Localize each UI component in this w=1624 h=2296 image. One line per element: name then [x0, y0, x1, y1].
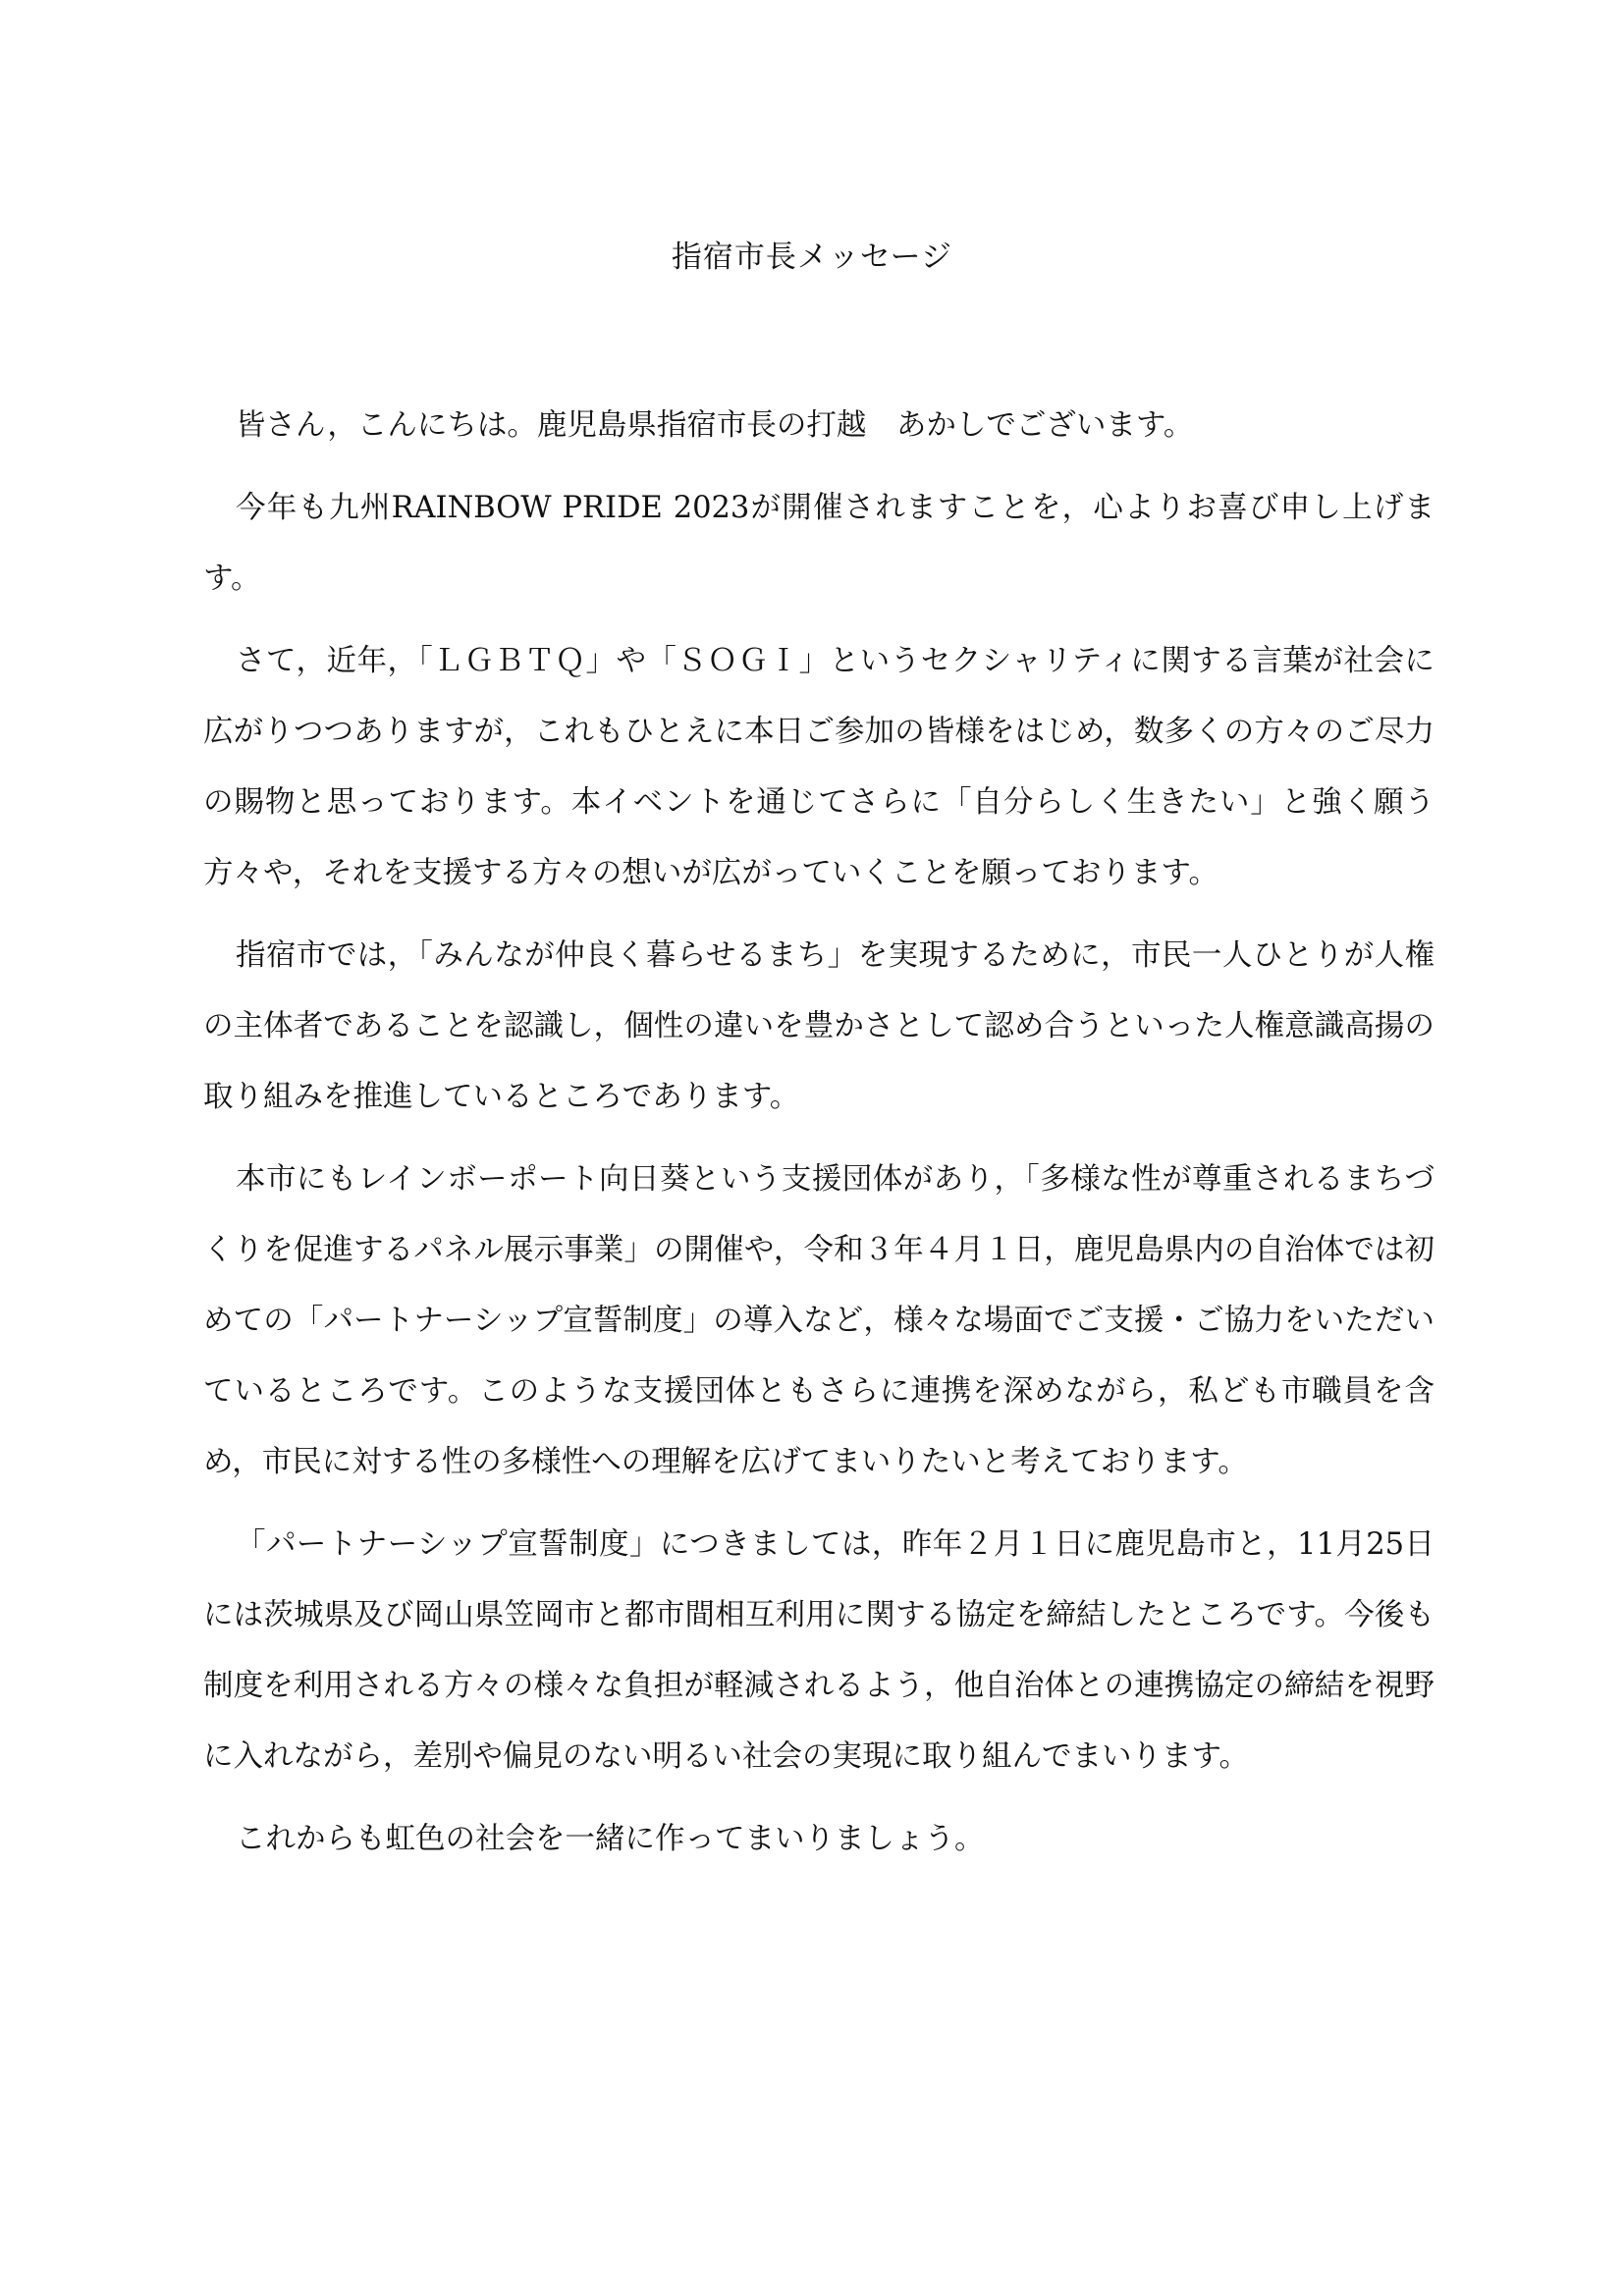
paragraph-greeting: 皆さん，こんにちは。鹿児島県指宿市長の打越 あかしでございます。	[236, 408, 1194, 443]
paragraph-support-group: 本市にもレインボーポート向日葵という支援団体があり，「多様な性が尊重されるまちづくりを促進するパネル展示事業」の開催や，令和３年４月１日，鹿児島県内の自治体では初めての「パートナーシップ宣誓制度」の導入など，様々な場面でご支援・ご協力をいただいているところです。このような支援団体ともさらに連携を深めながら，私ども市職員を含め，市民に対する性の多様性への理解を広げてまいりたいと考えております。	[203, 1162, 1435, 1479]
paragraph-partnership-system: 「パートナーシップ宣誓制度」につきましては，昨年２月１日に鹿児島市と，11月25日には茨城県及び岡山県笠岡市と都市間相互利用に関する協定を締結したところです。今後も制度を利用される方々の様々な負担が軽減されるよう，他自治体との連携協定の締結を視野に入れながら，差別や偏見のない明るい社会の実現に取り組んでまいります。	[203, 1527, 1435, 1774]
paragraph-closing: これからも虹色の社会を一緒に作ってまいりましょう。	[236, 1822, 985, 1856]
paragraph-lgbtq-awareness: さて，近年，「ＬＧＢＴＱ」や「ＳＯＧＩ」というセクシャリティに関する言葉が社会に広がりつつありますが，これもひとえに本日ご参加の皆様をはじめ，数多くの方々のご尽力の賜物と思っております。本イベントを通じてさらに「自分らしく生きたい」と強く願う方々や，それを支援する方々の想いが広がっていくことを願っております。	[203, 644, 1435, 890]
paragraph-congratulations: 今年も九州RAINBOW PRIDE 2023が開催されますことを，心よりお喜び申し上げます。	[203, 491, 1435, 596]
paragraph-city-initiatives: 指宿市では，「みんなが仲良く暮らせるまち」を実現するために，市民一人ひとりが人権の主体者であることを認識し，個性の違いを豊かさとして認め合うといった人権意識高揚の取り組みを推進しているところであります。	[203, 938, 1435, 1114]
message-body	[203, 391, 1435, 1887]
document-title: 指宿市長メッセージ	[671, 240, 953, 275]
